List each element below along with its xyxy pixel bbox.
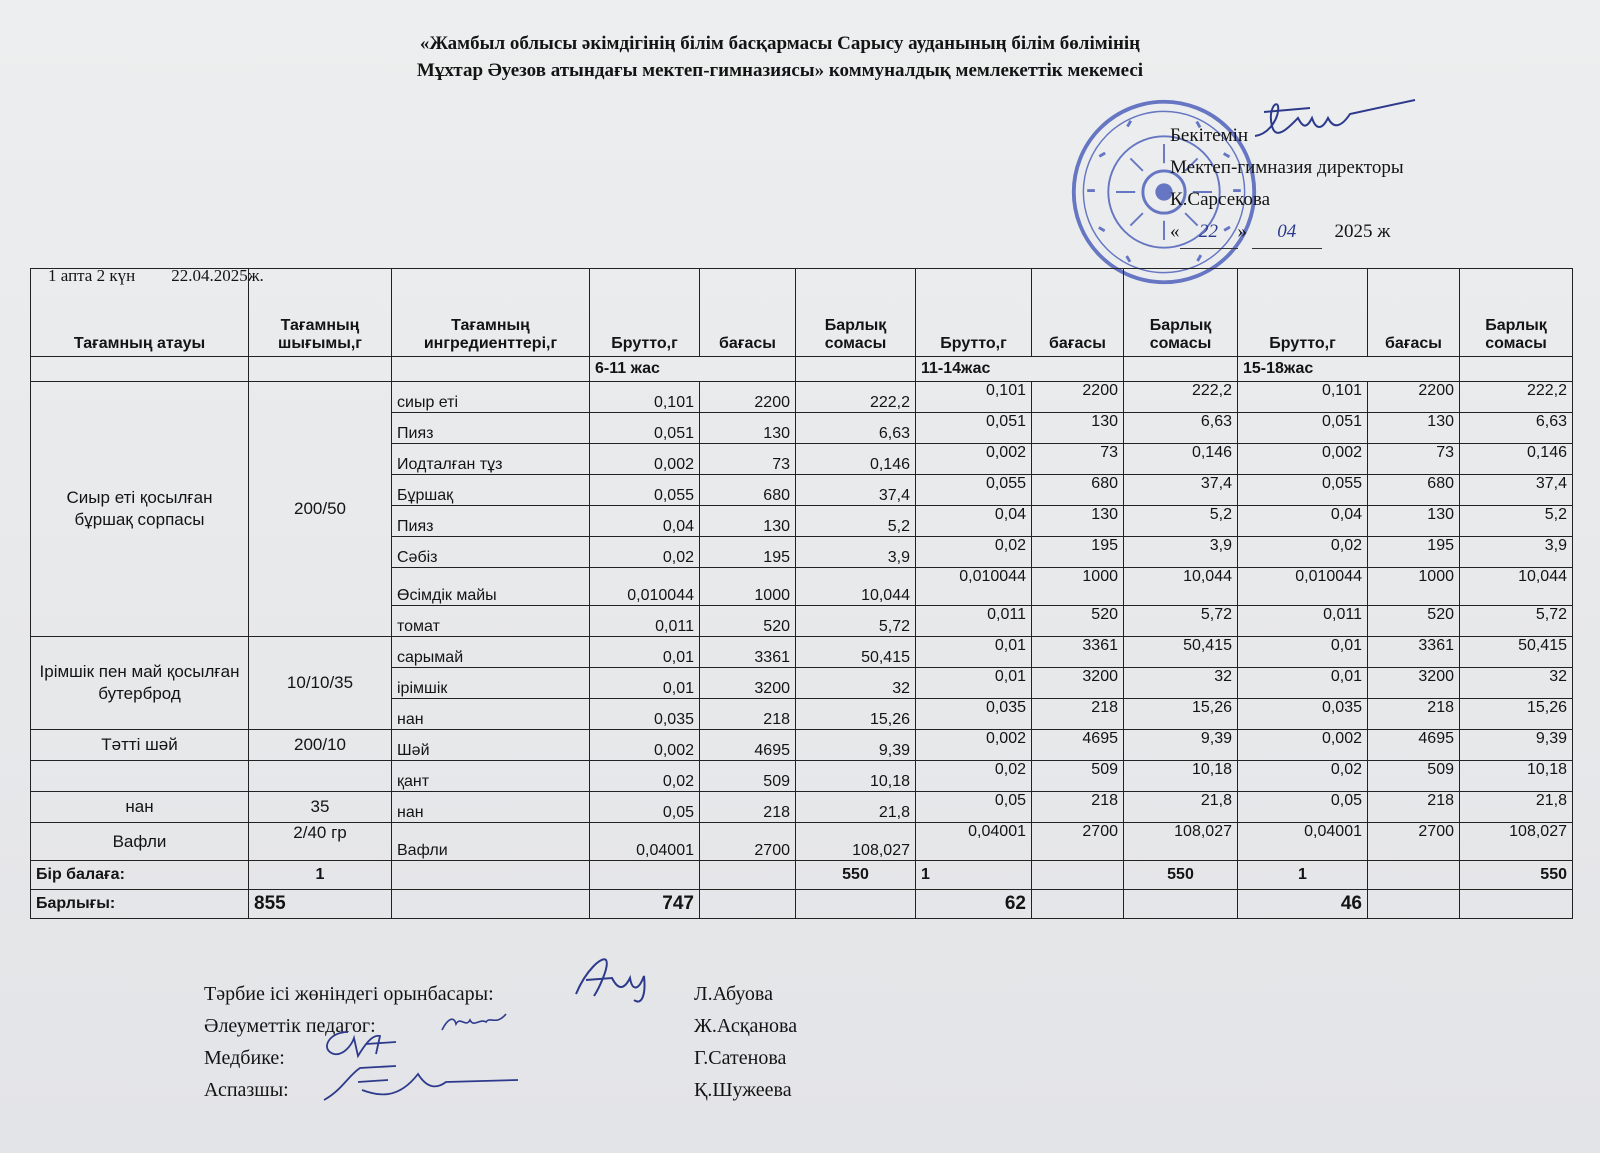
value-c-sum: 50,415 [1460, 637, 1573, 668]
dish-yield: 2/40 гр [249, 823, 392, 861]
signer-role: Әлеуметтік педагог: [204, 1015, 376, 1037]
value-c-gross: 0,010044 [1238, 568, 1368, 606]
value-b-sum: 3,9 [1124, 537, 1238, 568]
value-a-price: 73 [700, 444, 796, 475]
col-dish-name: Тағамның атауы [31, 269, 249, 357]
value-b-sum: 5,2 [1124, 506, 1238, 537]
value-a-price: 2700 [700, 823, 796, 861]
value-a-price: 680 [700, 475, 796, 506]
value-a-gross: 0,011 [590, 606, 700, 637]
ingredient-name: Иодталған тұз [392, 444, 590, 475]
approval-date [1170, 216, 1500, 249]
value-c-gross: 0,04001 [1238, 823, 1368, 861]
value-b-sum: 50,415 [1124, 637, 1238, 668]
value-a-gross: 0,002 [590, 730, 700, 761]
value-a-sum: 0,146 [796, 444, 916, 475]
signer-role: Аспазшы: [204, 1079, 289, 1101]
value-b-gross: 0,02 [916, 537, 1032, 568]
value-b-price: 520 [1032, 606, 1124, 637]
value-c-price: 2700 [1368, 823, 1460, 861]
table-row [31, 792, 1573, 823]
table-body [31, 382, 1573, 861]
value-c-sum: 21,8 [1460, 792, 1573, 823]
value-b-sum: 5,72 [1124, 606, 1238, 637]
col-gross-b: Брутто,г [916, 269, 1032, 357]
value-c-gross: 0,05 [1238, 792, 1368, 823]
value-a-price: 2200 [700, 382, 796, 413]
value-c-price: 680 [1368, 475, 1460, 506]
value-a-price: 520 [700, 606, 796, 637]
value-c-sum: 10,044 [1460, 568, 1573, 606]
ingredient-name: нан [392, 792, 590, 823]
value-b-price: 3361 [1032, 637, 1124, 668]
signer-role: Тәрбие ісі жөніндегі орынбасары: [204, 983, 494, 1005]
value-a-sum: 15,26 [796, 699, 916, 730]
table-row [31, 761, 1573, 792]
value-b-price: 2200 [1032, 382, 1124, 413]
dish-name: Вафли [31, 823, 249, 861]
director-position: Мектеп-гимназия директоры [1170, 157, 1404, 178]
value-a-gross: 0,101 [590, 382, 700, 413]
ingredient-name: Пияз [392, 413, 590, 444]
col-gross-c: Брутто,г [1238, 269, 1368, 357]
social-pedagogue-signature [440, 1010, 510, 1036]
approval-year: 2025 ж [1334, 221, 1391, 242]
value-a-gross: 0,04 [590, 506, 700, 537]
value-b-sum: 108,027 [1124, 823, 1238, 861]
col-gross-a: Брутто,г [590, 269, 700, 357]
value-c-sum: 5,2 [1460, 506, 1573, 537]
value-a-sum: 3,9 [796, 537, 916, 568]
value-c-sum: 15,26 [1460, 699, 1573, 730]
col-sum-a: Барлық сомасы [796, 269, 916, 357]
value-b-gross: 0,035 [916, 699, 1032, 730]
value-b-gross: 0,011 [916, 606, 1032, 637]
ingredient-name: Өсімдік майы [392, 568, 590, 606]
value-a-price: 3200 [700, 668, 796, 699]
value-a-gross: 0,002 [590, 444, 700, 475]
age-group-11-14: 11-14жас [916, 357, 1124, 382]
dish-yield: 10/10/35 [249, 637, 392, 730]
dish-name: Ірімшік пен май қосылған бутерброд [31, 637, 249, 730]
value-b-price: 130 [1032, 506, 1124, 537]
value-c-sum: 32 [1460, 668, 1573, 699]
totals-a: 747 [590, 890, 700, 919]
totals-label: Барлығы: [31, 890, 249, 919]
value-c-gross: 0,035 [1238, 699, 1368, 730]
dish-yield: 200/50 [249, 382, 392, 637]
value-c-gross: 0,01 [1238, 668, 1368, 699]
age-group-6-11: 6-11 жас [590, 357, 796, 382]
value-a-price: 130 [700, 506, 796, 537]
value-c-sum: 5,72 [1460, 606, 1573, 637]
ingredient-name: ірімшік [392, 668, 590, 699]
ingredient-name: Бұршақ [392, 475, 590, 506]
value-a-gross: 0,04001 [590, 823, 700, 861]
value-c-price: 130 [1368, 506, 1460, 537]
value-b-price: 2700 [1032, 823, 1124, 861]
per-child-row [31, 861, 1573, 890]
value-a-price: 218 [700, 699, 796, 730]
table-row [31, 730, 1573, 761]
director-signature [1250, 96, 1420, 156]
value-c-sum: 222,2 [1460, 382, 1573, 413]
value-b-gross: 0,01 [916, 668, 1032, 699]
value-a-price: 4695 [700, 730, 796, 761]
value-b-sum: 37,4 [1124, 475, 1238, 506]
value-c-price: 509 [1368, 761, 1460, 792]
value-b-gross: 0,01 [916, 637, 1032, 668]
value-a-gross: 0,02 [590, 537, 700, 568]
value-b-gross: 0,04 [916, 506, 1032, 537]
value-c-gross: 0,002 [1238, 444, 1368, 475]
value-b-sum: 32 [1124, 668, 1238, 699]
value-c-price: 3200 [1368, 668, 1460, 699]
value-a-gross: 0,035 [590, 699, 700, 730]
dish-name: Тәтті шәй [31, 730, 249, 761]
value-b-price: 73 [1032, 444, 1124, 475]
value-a-price: 509 [700, 761, 796, 792]
value-a-price: 3361 [700, 637, 796, 668]
director-name: К.Сарсекова [1170, 189, 1271, 210]
value-b-gross: 0,055 [916, 475, 1032, 506]
age-group-15-18: 15-18жас [1238, 357, 1460, 382]
value-a-gross: 0,01 [590, 668, 700, 699]
col-sum-b: Барлық сомасы [1124, 269, 1238, 357]
value-c-gross: 0,011 [1238, 606, 1368, 637]
value-c-price: 4695 [1368, 730, 1460, 761]
dish-yield: 35 [249, 792, 392, 823]
value-b-sum: 222,2 [1124, 382, 1238, 413]
value-c-sum: 3,9 [1460, 537, 1573, 568]
value-b-sum: 6,63 [1124, 413, 1238, 444]
value-b-gross: 0,04001 [916, 823, 1032, 861]
date-open-quote: « [1170, 221, 1180, 242]
value-b-price: 4695 [1032, 730, 1124, 761]
ingredient-name: сиыр еті [392, 382, 590, 413]
value-c-sum: 0,146 [1460, 444, 1573, 475]
value-a-sum: 222,2 [796, 382, 916, 413]
value-c-price: 218 [1368, 792, 1460, 823]
value-c-price: 3361 [1368, 637, 1460, 668]
per-child-sum-b: 550 [1124, 861, 1238, 890]
value-b-gross: 0,101 [916, 382, 1032, 413]
col-price-a: бағасы [700, 269, 796, 357]
header-row [31, 269, 1573, 357]
value-a-sum: 108,027 [796, 823, 916, 861]
value-b-price: 130 [1032, 413, 1124, 444]
date-close-quote: » [1237, 221, 1247, 242]
value-c-sum: 6,63 [1460, 413, 1573, 444]
value-c-gross: 0,051 [1238, 413, 1368, 444]
value-a-sum: 10,044 [796, 568, 916, 606]
signer-name: Л.Абуова [694, 983, 773, 1005]
org-title-line-1: «Жамбыл облысы әкімдігінің білім басқармасы Сарысу ауданының білім бөлімінің [419, 33, 1141, 54]
value-a-price: 195 [700, 537, 796, 568]
value-b-gross: 0,002 [916, 444, 1032, 475]
value-b-sum: 0,146 [1124, 444, 1238, 475]
deputy-signature [572, 950, 672, 1006]
value-b-price: 218 [1032, 699, 1124, 730]
ingredient-name: Пияз [392, 506, 590, 537]
totals-row [31, 890, 1573, 919]
value-a-sum: 9,39 [796, 730, 916, 761]
value-c-price: 1000 [1368, 568, 1460, 606]
empty-cell [249, 761, 392, 792]
dish-name: нан [31, 792, 249, 823]
value-c-price: 73 [1368, 444, 1460, 475]
organization-title [290, 30, 1270, 84]
value-c-price: 195 [1368, 537, 1460, 568]
dish-name: Сиыр еті қосылған бұршақ сорпасы [31, 382, 249, 637]
value-c-gross: 0,02 [1238, 761, 1368, 792]
value-a-price: 130 [700, 413, 796, 444]
value-c-gross: 0,01 [1238, 637, 1368, 668]
value-c-price: 520 [1368, 606, 1460, 637]
value-c-gross: 0,101 [1238, 382, 1368, 413]
menu-date: 22.04.2025ж. [171, 266, 264, 285]
value-b-gross: 0,05 [916, 792, 1032, 823]
col-sum-c: Барлық сомасы [1460, 269, 1573, 357]
per-child-gross-c: 1 [1238, 861, 1368, 890]
value-b-sum: 9,39 [1124, 730, 1238, 761]
signer-name: Қ.Шужеева [694, 1079, 792, 1101]
value-b-price: 195 [1032, 537, 1124, 568]
value-c-gross: 0,002 [1238, 730, 1368, 761]
value-c-price: 218 [1368, 699, 1460, 730]
signer-row [204, 978, 844, 1010]
totals-yield: 855 [249, 890, 392, 919]
value-a-sum: 10,18 [796, 761, 916, 792]
ingredient-name: қант [392, 761, 590, 792]
value-b-price: 680 [1032, 475, 1124, 506]
nurse-signature [318, 1026, 398, 1064]
col-ingredients: Тағамның ингредиенттері,г [392, 269, 590, 357]
ingredient-name: нан [392, 699, 590, 730]
value-a-sum: 21,8 [796, 792, 916, 823]
signer-name: Г.Сатенова [694, 1047, 787, 1069]
approval-month: 04 [1252, 216, 1322, 249]
value-a-gross: 0,02 [590, 761, 700, 792]
value-a-sum: 5,72 [796, 606, 916, 637]
col-price-c: бағасы [1368, 269, 1460, 357]
table-row [31, 637, 1573, 668]
value-b-price: 509 [1032, 761, 1124, 792]
value-c-sum: 10,18 [1460, 761, 1573, 792]
value-c-sum: 108,027 [1460, 823, 1573, 861]
value-a-gross: 0,055 [590, 475, 700, 506]
value-c-sum: 9,39 [1460, 730, 1573, 761]
signer-row [204, 1010, 844, 1042]
ingredient-name: Шәй [392, 730, 590, 761]
approve-label: Бекітемін [1170, 125, 1249, 146]
value-b-sum: 21,8 [1124, 792, 1238, 823]
value-a-sum: 50,415 [796, 637, 916, 668]
value-a-price: 1000 [700, 568, 796, 606]
value-a-gross: 0,051 [590, 413, 700, 444]
value-c-gross: 0,02 [1238, 537, 1368, 568]
value-b-price: 1000 [1032, 568, 1124, 606]
menu-table [30, 268, 1573, 919]
value-b-price: 218 [1032, 792, 1124, 823]
week-day: 1 апта 2 күн [48, 266, 136, 285]
value-a-gross: 0,01 [590, 637, 700, 668]
per-child-sum-a: 550 [796, 861, 916, 890]
ingredient-name: томат [392, 606, 590, 637]
totals-c: 46 [1238, 890, 1368, 919]
dish-yield: 200/10 [249, 730, 392, 761]
value-b-price: 3200 [1032, 668, 1124, 699]
value-c-gross: 0,055 [1238, 475, 1368, 506]
totals-b: 62 [916, 890, 1032, 919]
signer-name: Ж.Асқанова [694, 1015, 798, 1037]
cook-signature [318, 1060, 528, 1106]
table-row [31, 382, 1573, 413]
value-a-sum: 5,2 [796, 506, 916, 537]
per-child-gross-b: 1 [916, 861, 1032, 890]
value-a-sum: 32 [796, 668, 916, 699]
value-a-gross: 0,010044 [590, 568, 700, 606]
ingredient-name: сарымай [392, 637, 590, 668]
col-yield: Тағамның шығымы,г [249, 269, 392, 357]
approval-day: 22 [1180, 216, 1238, 249]
value-b-gross: 0,002 [916, 730, 1032, 761]
table-row [31, 823, 1573, 861]
empty-cell [31, 761, 249, 792]
age-group-row [31, 357, 1573, 382]
per-child-sum-c: 550 [1460, 861, 1573, 890]
value-a-sum: 6,63 [796, 413, 916, 444]
value-b-gross: 0,010044 [916, 568, 1032, 606]
per-child-yield: 1 [249, 861, 392, 890]
ingredient-name: Вафли [392, 823, 590, 861]
value-c-gross: 0,04 [1238, 506, 1368, 537]
org-title-line-2: Мұхтар Әуезов атындағы мектеп-гимназиясы» коммуналдық мемлекеттік мекемесі [416, 60, 1144, 81]
signer-role: Медбике: [204, 1047, 285, 1069]
value-b-sum: 10,044 [1124, 568, 1238, 606]
value-b-sum: 10,18 [1124, 761, 1238, 792]
ingredient-name: Сәбіз [392, 537, 590, 568]
value-b-gross: 0,051 [916, 413, 1032, 444]
value-a-sum: 37,4 [796, 475, 916, 506]
value-a-gross: 0,05 [590, 792, 700, 823]
value-c-price: 2200 [1368, 382, 1460, 413]
value-c-sum: 37,4 [1460, 475, 1573, 506]
value-b-gross: 0,02 [916, 761, 1032, 792]
per-child-label: Бір балаға: [31, 861, 249, 890]
col-price-b: бағасы [1032, 269, 1124, 357]
value-a-price: 218 [700, 792, 796, 823]
value-c-price: 130 [1368, 413, 1460, 444]
value-b-sum: 15,26 [1124, 699, 1238, 730]
